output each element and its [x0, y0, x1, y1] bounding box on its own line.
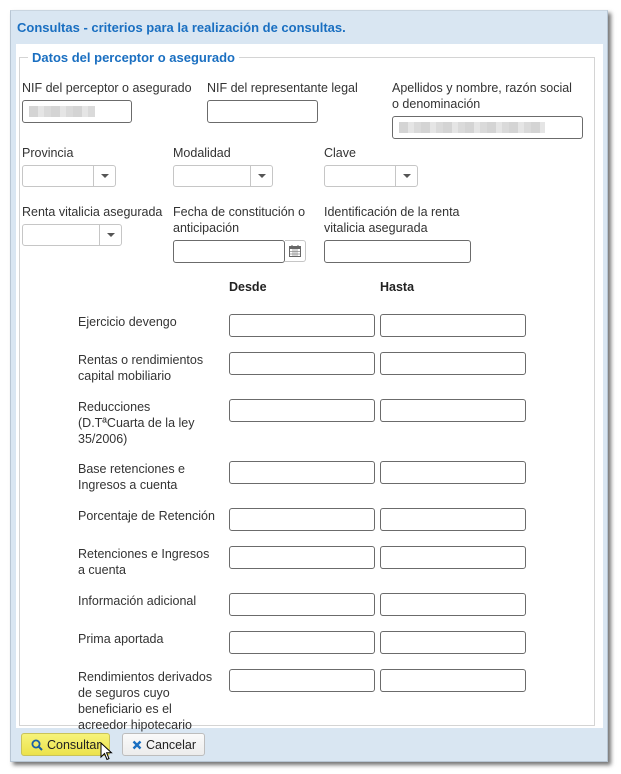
provincia-label: Provincia — [22, 146, 74, 160]
reducciones-desde-input[interactable] — [229, 399, 375, 422]
prima-hasta-input[interactable] — [380, 631, 526, 654]
nif-perceptor-input[interactable] — [22, 100, 132, 123]
range-row-label: Rendimientos derivados de seguros cuyo beneficiario es el acreedor hipotecario — [78, 670, 213, 732]
range-row-label: Ejercicio devengo — [78, 315, 177, 329]
identificacion-renta-label-2: vitalicia asegurada — [324, 221, 428, 235]
identificacion-renta-label-1: Identificación de la renta — [324, 205, 460, 219]
redacted-value — [399, 122, 545, 133]
nif-representante-input[interactable] — [207, 100, 318, 123]
informacion-hasta-input[interactable] — [380, 593, 526, 616]
apellidos-label-2: o denominación — [392, 97, 481, 111]
chevron-down-icon — [403, 174, 411, 178]
renta-vitalicia-label: Renta vitalicia asegurada — [22, 205, 163, 219]
clave-select[interactable] — [324, 165, 418, 187]
chevron-down-icon — [101, 174, 109, 178]
search-icon — [31, 739, 43, 751]
informacion-desde-input[interactable] — [229, 593, 375, 616]
ejercicio-desde-input[interactable] — [229, 314, 375, 337]
retenciones-hasta-input[interactable] — [380, 546, 526, 569]
range-row-label: Prima aportada — [78, 632, 164, 646]
clave-dropdown-toggle[interactable] — [395, 166, 417, 186]
base-retenciones-desde-input[interactable] — [229, 461, 375, 484]
clave-label: Clave — [324, 146, 356, 160]
range-row-label: Información adicional — [78, 594, 197, 608]
range-row-label: Porcentaje de Retención — [78, 509, 215, 523]
provincia-dropdown-toggle[interactable] — [93, 166, 115, 186]
dialog-title: Consultas - criterios para la realización de consultas. — [17, 20, 346, 35]
fecha-constitucion-input[interactable] — [173, 240, 285, 263]
perceptor-fieldset — [19, 50, 595, 726]
consultar-button[interactable] — [21, 733, 110, 756]
base-retenciones-hasta-input[interactable] — [380, 461, 526, 484]
apellidos-label-1: Apellidos y nombre, razón social — [392, 81, 572, 95]
mouse-cursor-icon — [100, 742, 114, 765]
prima-desde-input[interactable] — [229, 631, 375, 654]
consultas-dialog — [10, 10, 608, 762]
range-row-label: Reducciones (D.TªCuarta de la ley 35/2006) — [78, 400, 195, 446]
close-icon — [132, 740, 142, 750]
redacted-value — [29, 106, 95, 117]
range-row-label: Retenciones e Ingresos a cuenta — [78, 547, 210, 577]
range-row-label: Rentas o rendimientos capital mobiliario — [78, 353, 204, 383]
modalidad-dropdown-toggle[interactable] — [250, 166, 272, 186]
modalidad-label: Modalidad — [173, 146, 231, 160]
rendimientos-desde-input[interactable] — [229, 669, 375, 692]
retenciones-desde-input[interactable] — [229, 546, 375, 569]
rentas-hasta-input[interactable] — [380, 352, 526, 375]
consultar-label: Consultar — [47, 737, 101, 752]
ejercicio-hasta-input[interactable] — [380, 314, 526, 337]
rendimientos-hasta-input[interactable] — [380, 669, 526, 692]
provincia-select[interactable] — [22, 165, 116, 187]
renta-vitalicia-select[interactable] — [22, 224, 122, 246]
fecha-constitucion-label-1: Fecha de constitución o — [173, 205, 306, 219]
datepicker-button[interactable] — [285, 240, 306, 262]
fecha-constitucion-label-2: anticipación — [173, 221, 240, 235]
chevron-down-icon — [258, 174, 266, 178]
fieldset-legend: Datos del perceptor o asegurado — [32, 50, 235, 65]
apellidos-input[interactable] — [392, 116, 583, 139]
chevron-down-icon — [107, 233, 115, 237]
range-row-label: Base retenciones e Ingresos a cuenta — [78, 462, 186, 492]
column-header-hasta: Hasta — [380, 280, 415, 294]
porcentaje-hasta-input[interactable] — [380, 508, 526, 531]
calendar-icon — [289, 245, 301, 257]
cancelar-button[interactable] — [122, 733, 205, 756]
renta-vitalicia-dropdown-toggle[interactable] — [99, 225, 121, 245]
identificacion-renta-input[interactable] — [324, 240, 471, 263]
nif-perceptor-label: NIF del perceptor o asegurado — [22, 81, 192, 95]
rentas-desde-input[interactable] — [229, 352, 375, 375]
porcentaje-desde-input[interactable] — [229, 508, 375, 531]
nif-representante-label: NIF del representante legal — [207, 81, 358, 95]
dialog-content — [16, 44, 603, 732]
column-header-desde: Desde — [229, 280, 267, 294]
cancelar-label: Cancelar — [146, 737, 197, 752]
reducciones-hasta-input[interactable] — [380, 399, 526, 422]
modalidad-select[interactable] — [173, 165, 273, 187]
